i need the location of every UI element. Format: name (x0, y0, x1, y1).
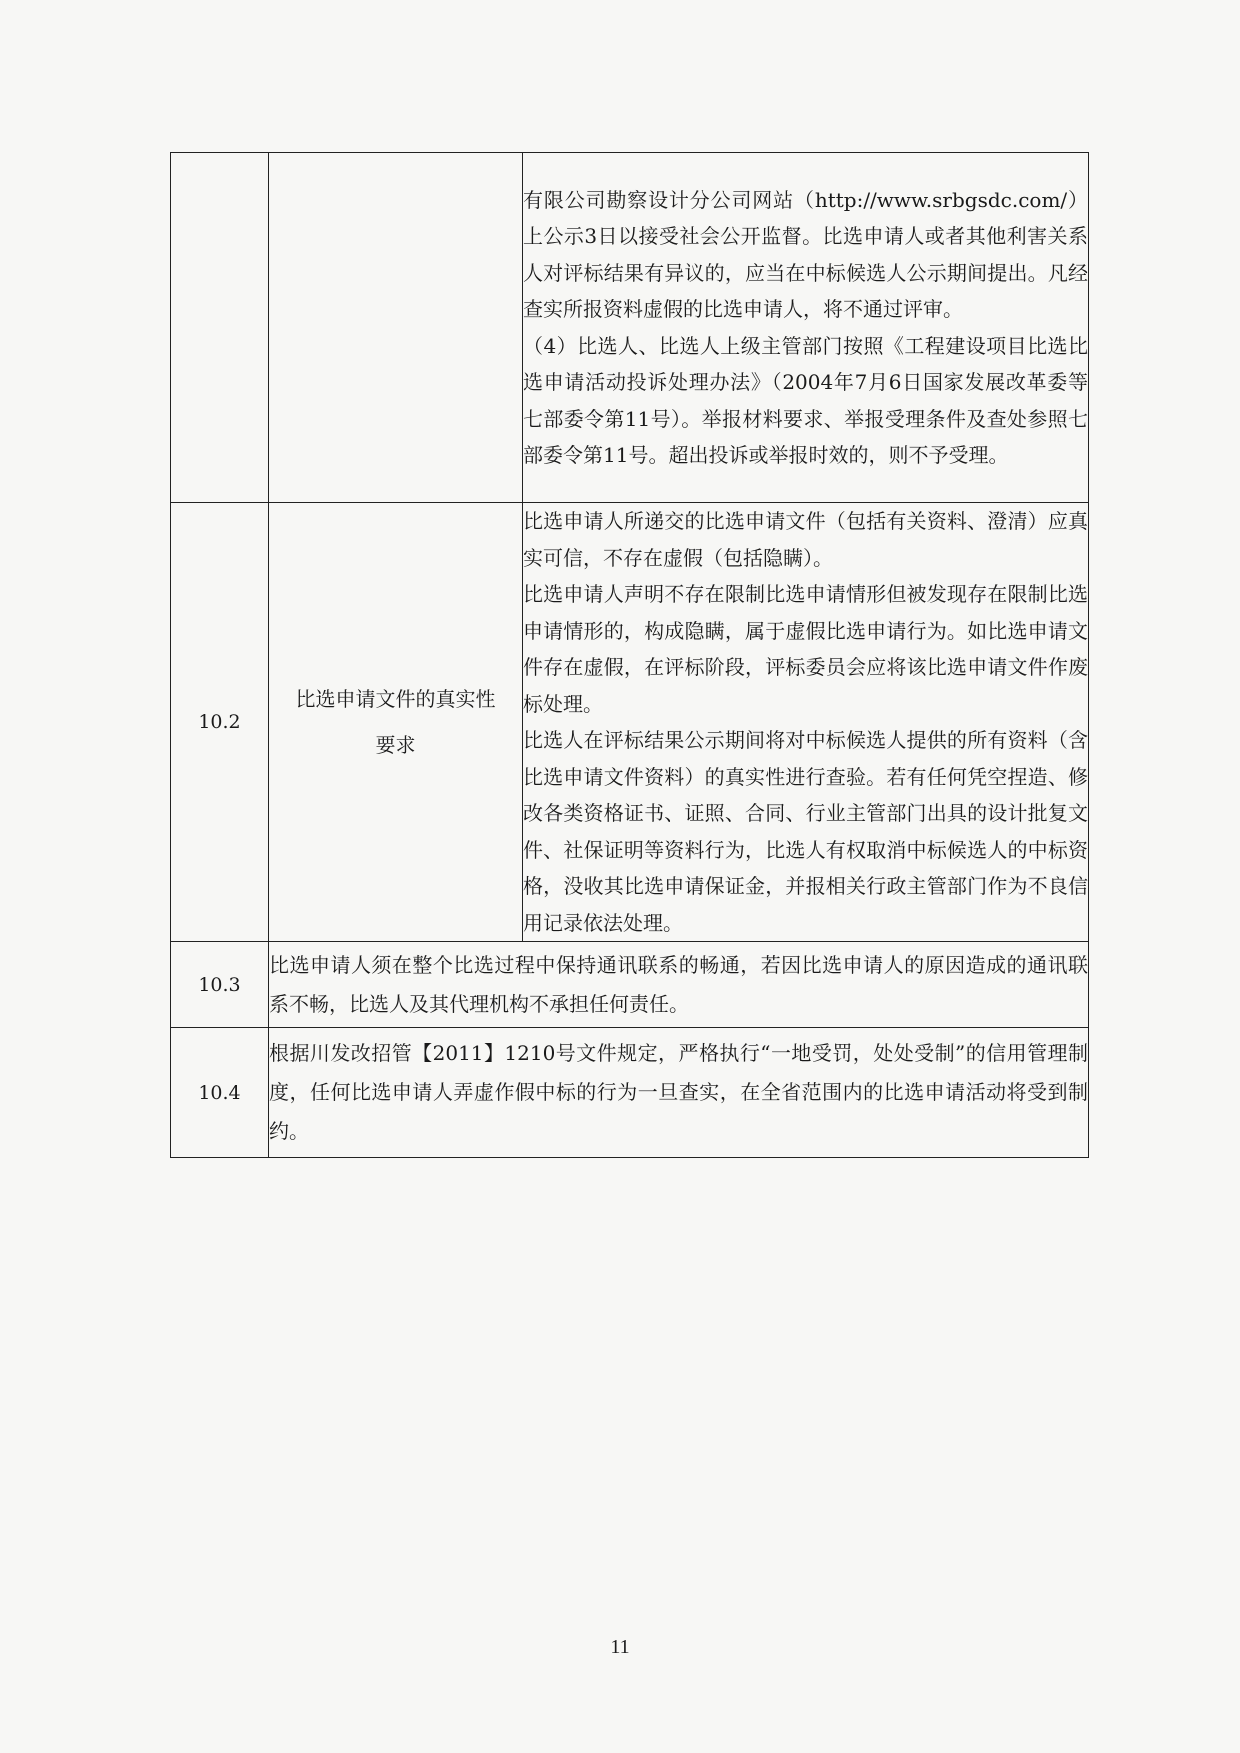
clause-content-cell (523, 153, 1089, 503)
clause-paragraph: （4）比选人、比选人上级主管部门按照《工程建设项目比选比选申请活动投诉处理办法》（2004年7月6日国家发展改革委等七部委令第11号）。举报材料要求、举报受理条件及查处参照七部委令第11号。超出投诉或举报时效的，则不予受理。 (523, 333, 1088, 467)
table-row (171, 503, 1089, 942)
clause-number-cell: 10.4 (171, 1028, 269, 1158)
clause-title-cell (269, 503, 523, 942)
clause-paragraph: 比选人在评标结果公示期间将对中标候选人提供的所有资料（含比选申请文件资料）的真实性进行查验。若有任何凭空捏造、修改各类资格证书、证照、合同、行业主管部门出具的设计批复文件、社保证明等资料行为，比选人有权取消中标候选人的中标资格，没收其比选申请保证金，并报相关行政主管部门作为不良信用记录依法处理。 (523, 728, 1088, 935)
clause-paragraph: 有限公司勘察设计分公司网站（http://www.srbgsdc.com/）上公示3日以接受社会公开监督。比选申请人或者其他利害关系人对评标结果有异议的，应当在中标候选人公示期间提出。凡经查实所报资料虚假的比选申请人，将不通过评审。 (523, 187, 1088, 321)
table-row (171, 153, 1089, 503)
clause-content-cell (269, 1028, 1089, 1158)
clause-content-cell (523, 503, 1089, 942)
clause-paragraph: 比选申请人所递交的比选申请文件（包括有关资料、澄清）应真实可信，不存在虚假（包括隐瞒）。 (523, 509, 1088, 570)
clause-number-cell (171, 153, 269, 503)
clause-paragraph: 比选申请人须在整个比选过程中保持通讯联系的畅通，若因比选申请人的原因造成的通讯联系不畅，比选人及其代理机构不承担任何责任。 (269, 952, 1088, 1016)
clause-number-cell: 10.2 (171, 503, 269, 942)
clause-paragraph: 比选申请人声明不存在限制比选申请情形但被发现存在限制比选申请情形的，构成隐瞒，属于虚假比选申请行为。如比选申请文件存在虚假，在评标阶段，评标委员会应将该比选申请文件作废标处理。 (523, 582, 1088, 716)
clause-title-line: 要求 (375, 733, 416, 757)
clause-title-line: 比选申请文件的真实性 (295, 687, 496, 711)
clause-title-cell (269, 153, 523, 503)
clause-content-cell (269, 942, 1089, 1028)
table-row (171, 1028, 1089, 1158)
clause-table (170, 152, 1089, 1158)
page-number: 11 (610, 1636, 630, 1658)
clause-paragraph: 根据川发改招管【2011】1210号文件规定，严格执行“一地受罚，处处受制”的信用管理制度，任何比选申请人弄虚作假中标的行为一旦查实，在全省范围内的比选申请活动将受到制约。 (269, 1041, 1088, 1143)
table-row (171, 942, 1089, 1028)
clause-number-cell: 10.3 (171, 942, 269, 1028)
